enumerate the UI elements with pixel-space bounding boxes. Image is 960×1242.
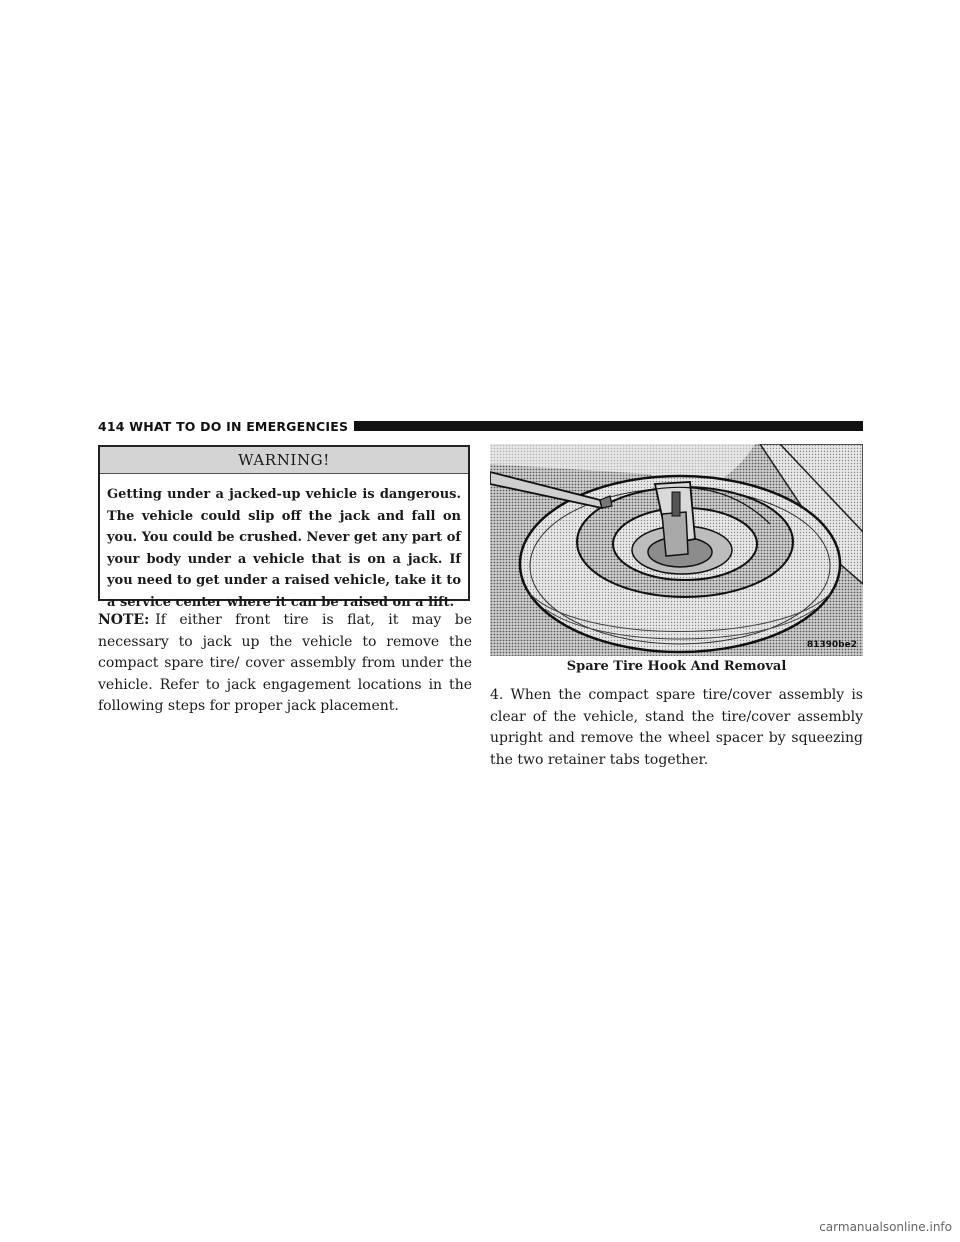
warning-text: Getting under a jacked-up vehicle is dangerous. The vehicle could slip off the jack and fall on you. You could be crushed. Never get any part of your body under a vehicle that is on a jack. If you need to get under a raised vehicle, take it to a service center where it can be raised on a lift. (107, 487, 461, 610)
figure-caption: Spare Tire Hook And Removal (566, 659, 787, 674)
warning-box (98, 445, 470, 610)
warning-title: WARNING! (100, 447, 468, 474)
step-4-text: 4. When the compact spare tire/cover assembly is clear of the vehicle, stand the tire/cover assembly upright and remove the wheel spacer by squeezing the two retainer tabs together. (490, 687, 863, 768)
note-text: If either front tire is flat, it may be necessary to jack up the vehicle to remove the compact spare tire/ cover assembly from under the vehicle. Refer to jack engagement locations in the following steps for proper jack placement. (98, 612, 472, 715)
figure-id: 81390be2 (806, 640, 857, 650)
watermark: carmanualsonline.info (819, 1220, 952, 1234)
spare-tire-illustration (490, 444, 863, 656)
section-title: 414 WHAT TO DO IN EMERGENCIES (98, 418, 349, 434)
note-paragraph (98, 610, 472, 718)
spare-tire-drawing (490, 444, 863, 656)
header-rule (354, 421, 863, 431)
note-label: NOTE: (98, 612, 150, 628)
page-header (98, 418, 863, 434)
